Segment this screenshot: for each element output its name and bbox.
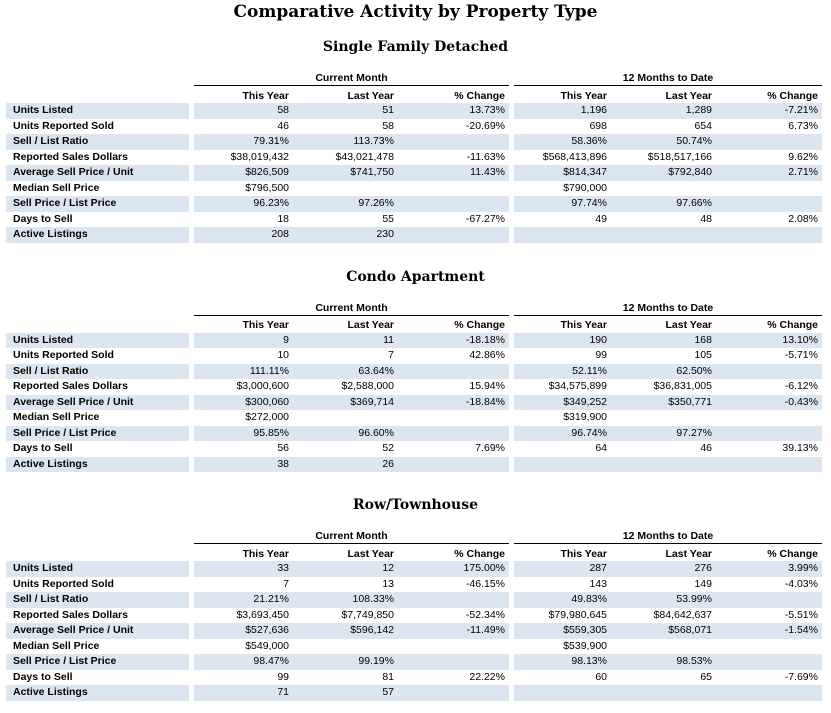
data-cell: $559,305 [514, 623, 611, 639]
data-cell: 49 [595, 212, 607, 225]
row-label: Average Sell Price / Unit [6, 623, 189, 639]
data-cell: 98.13% [514, 654, 611, 670]
column-header: Last Year [611, 88, 716, 106]
data-cell [716, 685, 822, 701]
data-cell: $790,000 [563, 181, 607, 194]
data-cell: 143 [589, 577, 607, 590]
data-cell: 7.69% [475, 442, 505, 454]
data-cell [398, 196, 509, 212]
section-title: Condo Apartment [346, 268, 485, 285]
data-cell: $741,750 [293, 165, 398, 181]
report-sections [6, 39, 831, 701]
data-cell: -5.51% [784, 608, 818, 621]
data-cell [716, 134, 822, 150]
data-cell: $38,019,432 [230, 150, 289, 163]
data-cell [716, 196, 822, 212]
data-cell: -4.03% [784, 577, 818, 590]
data-cell: 57 [293, 685, 398, 701]
data-cell [398, 685, 509, 701]
data-cell: $79,980,645 [548, 608, 607, 621]
data-cell: 9.62% [788, 150, 818, 163]
data-cell: 58 [382, 119, 394, 132]
section-title: Single Family Detached [322, 39, 509, 55]
data-cell: $796,500 [245, 181, 289, 194]
data-cell: $36,831,005 [653, 380, 712, 392]
data-cell [716, 410, 822, 426]
row-label: Sell Price / List Price [6, 426, 189, 442]
row-label: Units Listed [6, 333, 189, 349]
data-cell: $596,142 [293, 623, 398, 639]
data-cell: 79.31% [194, 134, 293, 150]
data-cell: 38 [194, 457, 293, 473]
data-cell: 11 [293, 333, 398, 349]
data-cell: -18.84% [398, 395, 509, 411]
data-cell: 58 [194, 103, 293, 119]
data-cell [514, 685, 611, 701]
data-cell: $84,642,637 [653, 608, 712, 621]
data-cell [611, 227, 716, 243]
data-cell [398, 364, 509, 380]
data-cell: 2.08% [788, 212, 818, 225]
data-cell: 10 [277, 349, 289, 361]
data-cell: 52.11% [514, 364, 611, 380]
data-cell: -1.54% [716, 623, 822, 639]
data-cell: 65 [700, 670, 712, 683]
data-cell [398, 639, 509, 655]
data-cell [716, 181, 822, 197]
data-cell: 7 [388, 349, 394, 361]
data-cell: 39.13% [782, 442, 818, 454]
row-label: Sell / List Ratio [6, 364, 189, 380]
row-label: Units Reported Sold [13, 349, 114, 361]
data-cell: 53.99% [611, 592, 716, 608]
group-header-current-month: Current Month [194, 530, 509, 544]
data-cell: 49.83% [514, 592, 611, 608]
column-header: This Year [514, 317, 611, 335]
data-cell: 33 [194, 561, 293, 577]
data-cell [398, 426, 509, 442]
data-cell: 113.73% [293, 134, 398, 150]
column-header: This Year [194, 88, 293, 106]
row-label: Reported Sales Dollars [13, 380, 128, 392]
data-cell: 81 [382, 670, 394, 683]
row-label: Units Reported Sold [13, 119, 114, 132]
data-cell [611, 639, 716, 655]
row-label: Median Sell Price [13, 639, 100, 652]
data-cell: 96.60% [293, 426, 398, 442]
data-cell: 11.43% [398, 165, 509, 181]
row-label: Days to Sell [13, 212, 73, 225]
data-cell: 99 [595, 349, 607, 361]
data-cell: 52 [382, 442, 394, 454]
column-header: Last Year [293, 546, 398, 564]
data-cell: 175.00% [398, 561, 509, 577]
column-header: % Change [398, 546, 509, 564]
comparison-table [6, 72, 831, 243]
data-cell: 1,196 [514, 103, 611, 119]
column-header: This Year [514, 88, 611, 106]
row-label: Median Sell Price [13, 411, 100, 423]
data-cell: -0.43% [716, 395, 822, 411]
data-cell: 6.73% [788, 119, 818, 132]
row-label-header-spacer [6, 530, 189, 544]
data-cell: 42.86% [469, 349, 505, 361]
column-header: Last Year [611, 546, 716, 564]
data-cell: 13.10% [716, 333, 822, 349]
row-label-header-spacer [6, 72, 189, 86]
data-cell [293, 410, 398, 426]
data-cell [716, 364, 822, 380]
data-cell: 276 [611, 561, 716, 577]
column-header: % Change [398, 317, 509, 335]
data-cell: 97.27% [611, 426, 716, 442]
data-cell [611, 457, 716, 473]
data-cell [716, 227, 822, 243]
row-label: Sell / List Ratio [6, 592, 189, 608]
group-header-current-month: Current Month [194, 302, 509, 316]
data-cell: -46.15% [465, 577, 505, 590]
row-label: Active Listings [6, 457, 189, 473]
data-cell [611, 410, 716, 426]
data-cell: -20.69% [465, 119, 505, 132]
property-type-section [6, 269, 831, 473]
data-cell [398, 654, 509, 670]
data-cell: 99.19% [293, 654, 398, 670]
comparison-table [6, 302, 831, 473]
data-cell: $350,771 [611, 395, 716, 411]
data-cell [398, 227, 509, 243]
column-header: % Change [716, 546, 822, 564]
page-title: Comparative Activity by Property Type [233, 2, 598, 22]
data-cell: $3,000,600 [236, 380, 289, 392]
group-header-current-month: Current Month [194, 72, 509, 86]
column-header: Last Year [293, 88, 398, 106]
row-label: Units Reported Sold [13, 577, 114, 590]
row-label: Units Listed [6, 103, 189, 119]
data-cell: 63.64% [293, 364, 398, 380]
data-cell [611, 685, 716, 701]
data-cell: 60 [595, 670, 607, 683]
data-cell: 97.66% [611, 196, 716, 212]
data-cell: $7,749,850 [341, 608, 394, 621]
group-header-12-months: 12 Months to Date [514, 530, 822, 544]
data-cell: -11.63% [466, 150, 505, 163]
data-cell: 13 [382, 577, 394, 590]
row-label: Reported Sales Dollars [13, 608, 128, 621]
data-cell: $814,347 [514, 165, 611, 181]
row-label-header-spacer [6, 302, 189, 316]
column-header: This Year [194, 317, 293, 335]
data-cell: 108.33% [293, 592, 398, 608]
data-cell [611, 181, 716, 197]
data-cell: 97.26% [293, 196, 398, 212]
data-cell: 97.74% [514, 196, 611, 212]
data-cell: $568,071 [611, 623, 716, 639]
data-cell: $792,840 [611, 165, 716, 181]
data-cell [398, 592, 509, 608]
data-cell: -6.12% [784, 380, 818, 392]
data-cell: $349,252 [514, 395, 611, 411]
group-header-12-months: 12 Months to Date [514, 72, 822, 86]
data-cell [398, 410, 509, 426]
row-label: Median Sell Price [13, 181, 100, 194]
column-header: % Change [716, 317, 822, 335]
row-label: Sell Price / List Price [6, 196, 189, 212]
row-label: Sell Price / List Price [6, 654, 189, 670]
data-cell: 46 [277, 119, 289, 132]
data-cell: 95.85% [194, 426, 293, 442]
data-cell: -18.18% [398, 333, 509, 349]
data-cell: 13.73% [398, 103, 509, 119]
data-cell: 287 [514, 561, 611, 577]
data-cell: 55 [382, 212, 394, 225]
data-cell: -7.21% [716, 103, 822, 119]
data-cell: $43,021,478 [335, 150, 394, 163]
data-cell: 96.23% [194, 196, 293, 212]
row-label: Reported Sales Dollars [13, 150, 128, 163]
property-type-section [6, 39, 831, 243]
data-cell: 7 [283, 577, 289, 590]
data-cell [514, 227, 611, 243]
data-cell: 12 [293, 561, 398, 577]
data-cell [716, 592, 822, 608]
data-cell: 26 [293, 457, 398, 473]
row-label: Average Sell Price / Unit [6, 165, 189, 181]
data-cell: 99 [277, 670, 289, 683]
row-label: Units Listed [6, 561, 189, 577]
data-cell [398, 457, 509, 473]
column-header: % Change [398, 88, 509, 106]
data-cell: 105 [694, 349, 712, 361]
data-cell: 96.74% [514, 426, 611, 442]
data-cell: 2.71% [716, 165, 822, 181]
data-cell [398, 181, 509, 197]
data-cell: 149 [694, 577, 712, 590]
data-cell: 62.50% [611, 364, 716, 380]
data-cell: $2,588,000 [341, 380, 394, 392]
data-cell: 3.99% [716, 561, 822, 577]
data-cell: 51 [293, 103, 398, 119]
data-cell: $549,000 [245, 639, 289, 652]
data-cell: $272,000 [245, 411, 289, 423]
data-cell: 698 [589, 119, 607, 132]
data-cell [716, 426, 822, 442]
data-cell: 168 [611, 333, 716, 349]
column-header: Last Year [293, 317, 398, 335]
data-cell: 18 [277, 212, 289, 225]
data-cell: $34,575,899 [548, 380, 607, 392]
data-cell [293, 639, 398, 655]
data-cell: 15.94% [469, 380, 505, 392]
data-cell: $518,517,166 [647, 150, 712, 163]
data-cell: -52.34% [465, 608, 505, 621]
data-cell [293, 181, 398, 197]
data-cell: 9 [194, 333, 293, 349]
data-cell: $300,060 [194, 395, 293, 411]
data-cell: $527,636 [194, 623, 293, 639]
data-cell: -7.69% [784, 670, 818, 683]
data-cell: 64 [595, 442, 607, 454]
data-cell: 190 [514, 333, 611, 349]
data-cell: 58.36% [514, 134, 611, 150]
data-cell: 654 [694, 119, 712, 132]
data-cell: 1,289 [611, 103, 716, 119]
data-cell: $539,900 [563, 639, 607, 652]
row-label: Days to Sell [13, 670, 73, 683]
data-cell: -67.27% [465, 212, 505, 225]
row-label: Days to Sell [13, 442, 73, 454]
data-cell: 46 [700, 442, 712, 454]
data-cell: $369,714 [293, 395, 398, 411]
data-cell: 50.74% [611, 134, 716, 150]
section-title: Row/Townhouse [352, 497, 478, 513]
data-cell: $568,413,896 [542, 150, 607, 163]
data-cell: 98.53% [611, 654, 716, 670]
data-cell [398, 134, 509, 150]
property-type-section [6, 497, 831, 701]
data-cell: -5.71% [784, 349, 818, 361]
data-cell [716, 457, 822, 473]
row-label: Active Listings [6, 227, 189, 243]
data-cell [514, 457, 611, 473]
group-header-12-months: 12 Months to Date [514, 302, 822, 316]
data-cell: 48 [700, 212, 712, 225]
data-cell: 230 [293, 227, 398, 243]
data-cell: 98.47% [194, 654, 293, 670]
column-header: % Change [716, 88, 822, 106]
data-cell: 111.11% [194, 364, 293, 380]
data-cell [716, 639, 822, 655]
data-cell [716, 654, 822, 670]
column-header: This Year [514, 546, 611, 564]
row-label: Active Listings [6, 685, 189, 701]
data-cell: 71 [194, 685, 293, 701]
column-header: This Year [194, 546, 293, 564]
data-cell: $319,900 [563, 411, 607, 423]
data-cell: 22.22% [469, 670, 505, 683]
data-cell: 208 [194, 227, 293, 243]
data-cell: $3,693,450 [236, 608, 289, 621]
row-label: Average Sell Price / Unit [6, 395, 189, 411]
data-cell: $826,509 [194, 165, 293, 181]
row-label: Sell / List Ratio [6, 134, 189, 150]
comparison-table [6, 530, 831, 701]
column-header: Last Year [611, 317, 716, 335]
data-cell: -11.49% [398, 623, 509, 639]
data-cell: 21.21% [194, 592, 293, 608]
data-cell: 56 [277, 442, 289, 454]
